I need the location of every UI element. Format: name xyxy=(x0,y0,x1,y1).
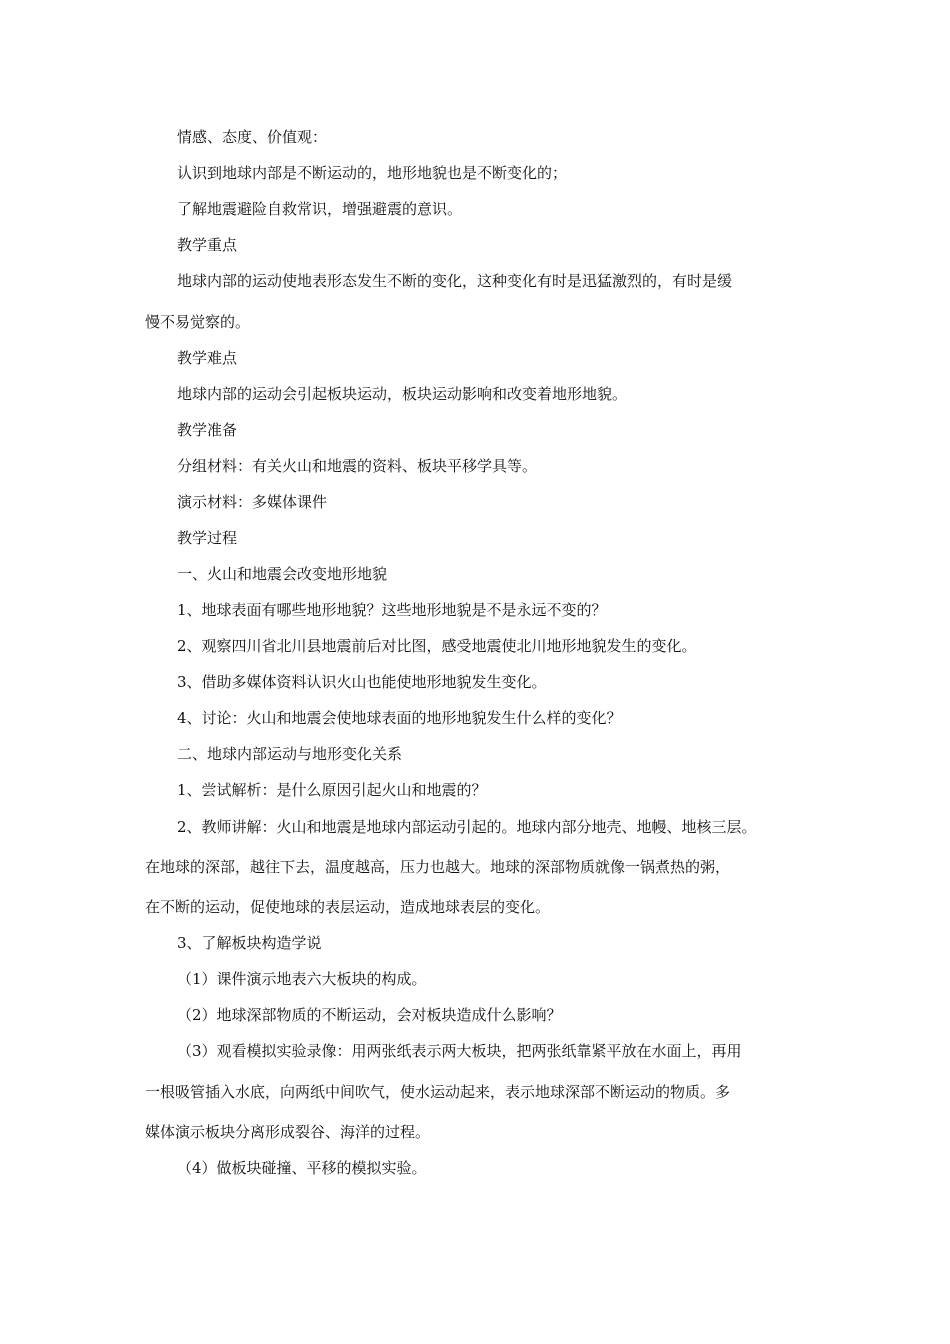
sub-list-item: （1）课件演示地表六大板块的构成。 xyxy=(177,970,427,988)
paragraph-continued: 在地球的深部，越往下去，温度越高，压力也越大。地球的深部物质就像一锅煮热的粥， xyxy=(145,858,731,876)
paragraph: 分组材料：有关火山和地震的资料、板块平移学具等。 xyxy=(177,457,538,475)
list-item: 3、借助多媒体资料认识火山也能使地形地貌发生变化。 xyxy=(177,673,547,691)
paragraph: 演示材料：多媒体课件 xyxy=(177,493,328,511)
list-item: 4、讨论：火山和地震会使地球表面的地形地貌发生什么样的变化？ xyxy=(177,709,622,727)
paragraph: 地球内部的运动使地表形态发生不断的变化，这种变化有时是迅猛激烈的，有时是缓 xyxy=(177,272,733,290)
heading-preparation: 教学准备 xyxy=(177,421,238,439)
list-item: 1、尝试解析：是什么原因引起火山和地震的？ xyxy=(177,781,487,799)
section-heading: 一、火山和地震会改变地形地貌 xyxy=(177,565,388,583)
list-item: 2、教师讲解：火山和地震是地球内部运动引起的。地球内部分地壳、地幔、地核三层。 xyxy=(177,818,757,836)
paragraph: 了解地震避险自救常识，增强避震的意识。 xyxy=(177,200,463,218)
list-item: 2、观察四川省北川县地震前后对比图，感受地震使北川地形地貌发生的变化。 xyxy=(177,637,697,655)
heading-difficulties: 教学难点 xyxy=(177,349,238,367)
section-heading: 二、地球内部运动与地形变化关系 xyxy=(177,745,403,763)
sub-list-item: （3）观看模拟实验录像：用两张纸表示两大板块，把两张纸靠紧平放在水面上，再用 xyxy=(177,1042,742,1060)
paragraph: 地球内部的运动会引起板块运动，板块运动影响和改变着地形地貌。 xyxy=(177,385,628,403)
heading-values: 情感、态度、价值观： xyxy=(177,128,328,146)
list-item: 3、了解板块构造学说 xyxy=(177,934,322,952)
paragraph: 认识到地球内部是不断运动的，地形地貌也是不断变化的； xyxy=(177,164,568,182)
list-item: 1、地球表面有哪些地形地貌？这些地形地貌是不是永远不变的？ xyxy=(177,601,607,619)
paragraph-continued: 媒体演示板块分离形成裂谷、海洋的过程。 xyxy=(145,1123,431,1141)
paragraph-continued: 慢不易觉察的。 xyxy=(145,313,251,331)
paragraph-continued: 一根吸管插入水底，向两纸中间吹气，使水运动起来，表示地球深部不断运动的物质。多 xyxy=(145,1083,731,1101)
sub-list-item: （2）地球深部物质的不断运动，会对板块造成什么影响？ xyxy=(177,1006,562,1024)
heading-key-points: 教学重点 xyxy=(177,236,238,254)
paragraph-continued: 在不断的运动，促使地球的表层运动，造成地球表层的变化。 xyxy=(145,898,551,916)
heading-process: 教学过程 xyxy=(177,529,238,547)
sub-list-item: （4）做板块碰撞、平移的模拟实验。 xyxy=(177,1159,427,1177)
